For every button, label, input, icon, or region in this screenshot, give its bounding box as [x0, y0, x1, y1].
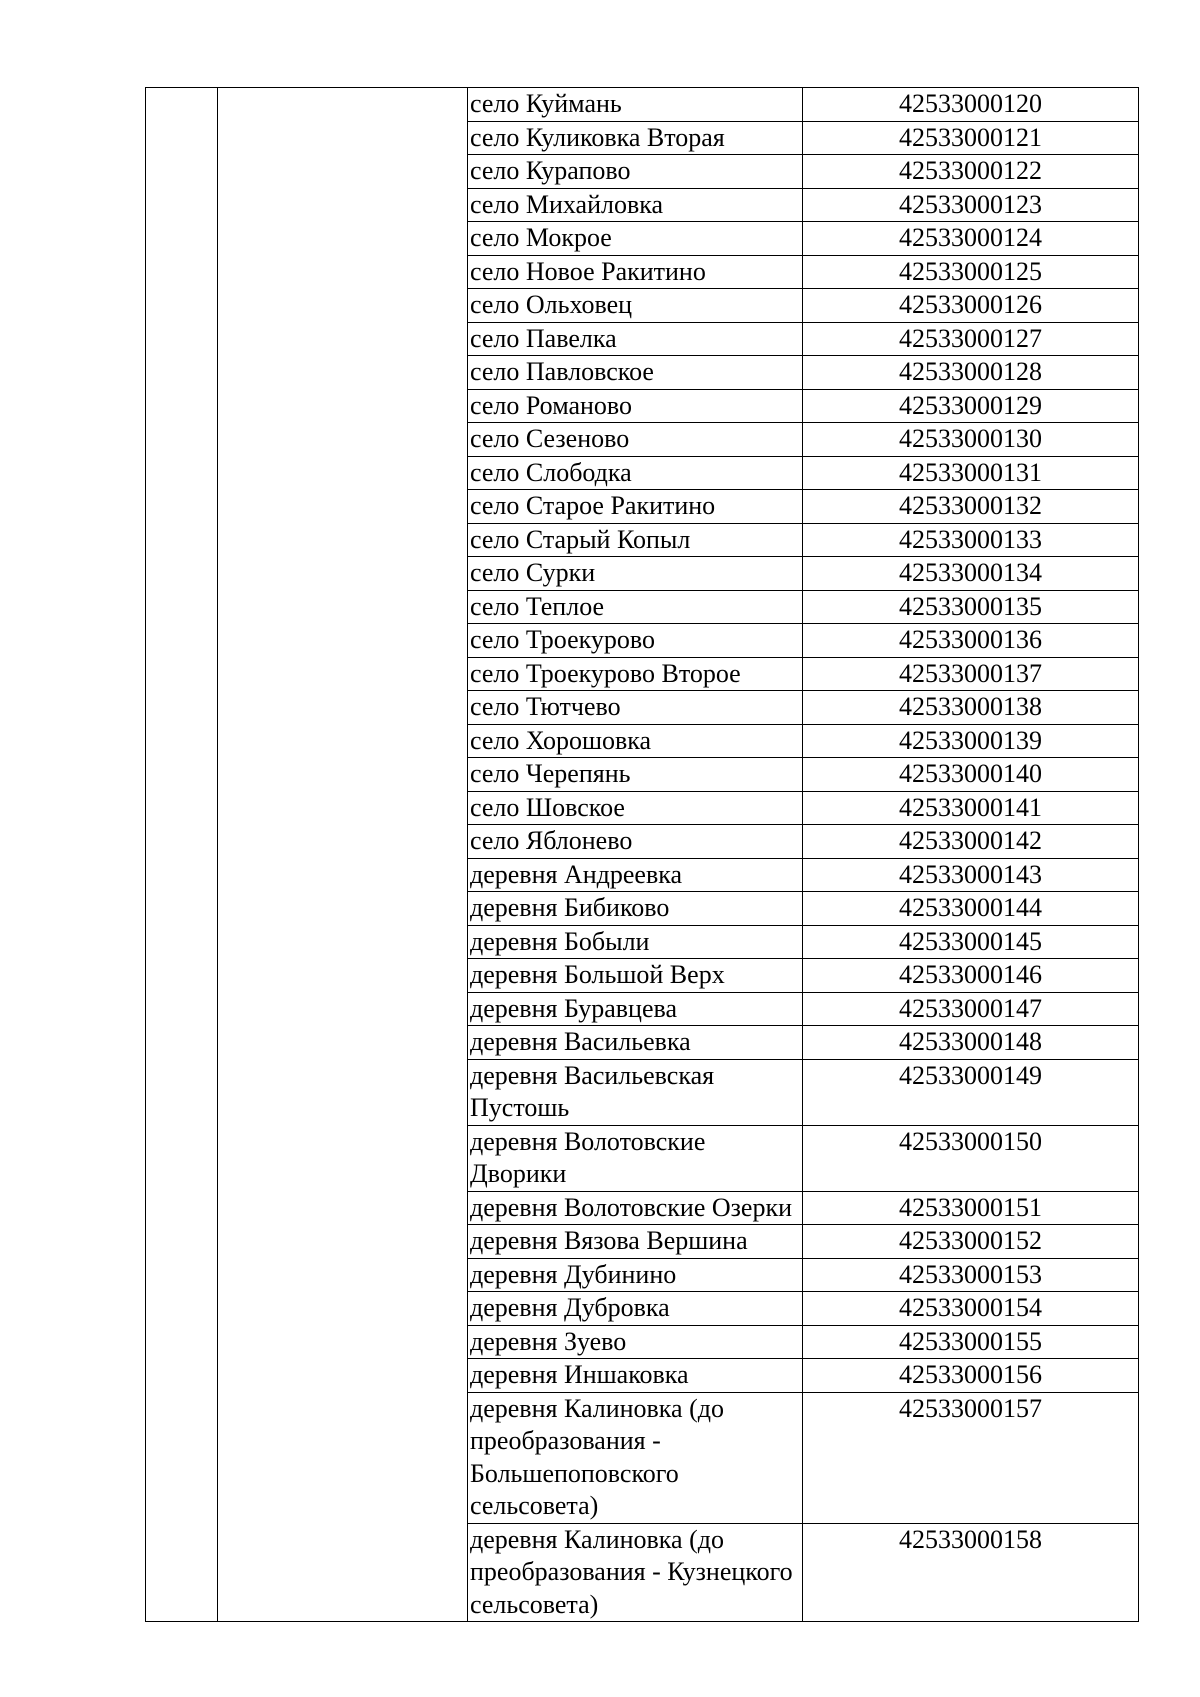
oktmo-code-cell: 42533000141	[803, 791, 1139, 825]
settlement-name-cell: село Шовское	[468, 791, 803, 825]
settlement-name-cell: село Мокрое	[468, 222, 803, 256]
oktmo-code-cell: 42533000138	[803, 691, 1139, 725]
settlement-name-cell: село Троекурово	[468, 624, 803, 658]
table-row	[146, 88, 1139, 122]
settlement-name-cell: деревня Калиновка (до преобразования - Кузнецкого сельсовета)	[468, 1523, 803, 1622]
table-body	[146, 88, 1139, 1622]
oktmo-code-cell: 42533000156	[803, 1359, 1139, 1393]
oktmo-code-cell: 42533000142	[803, 825, 1139, 859]
oktmo-code-cell: 42533000128	[803, 356, 1139, 390]
settlement-name-cell: село Куймань	[468, 88, 803, 122]
settlement-name-cell: деревня Бобыли	[468, 925, 803, 959]
settlement-name-cell: село Хорошовка	[468, 724, 803, 758]
oktmo-code-cell: 42533000143	[803, 858, 1139, 892]
oktmo-code-cell: 42533000150	[803, 1125, 1139, 1191]
settlement-name-cell: село Михайловка	[468, 188, 803, 222]
oktmo-code-cell: 42533000123	[803, 188, 1139, 222]
oktmo-code-cell: 42533000130	[803, 423, 1139, 457]
oktmo-code-cell: 42533000157	[803, 1392, 1139, 1523]
empty-cell-municipality	[218, 88, 468, 1622]
settlement-code-table	[145, 87, 1139, 1622]
settlement-name-cell: деревня Буравцева	[468, 992, 803, 1026]
settlement-name-cell: село Слободка	[468, 456, 803, 490]
oktmo-code-cell: 42533000132	[803, 490, 1139, 524]
empty-cell-number	[146, 88, 218, 1622]
settlement-name-cell: деревня Волотовские Дворики	[468, 1125, 803, 1191]
oktmo-code-cell: 42533000136	[803, 624, 1139, 658]
settlement-name-cell: село Старое Ракитино	[468, 490, 803, 524]
settlement-name-cell: село Троекурово Второе	[468, 657, 803, 691]
oktmo-code-cell: 42533000134	[803, 557, 1139, 591]
settlement-name-cell: село Яблонево	[468, 825, 803, 859]
settlement-name-cell: село Курапово	[468, 155, 803, 189]
oktmo-code-cell: 42533000155	[803, 1325, 1139, 1359]
settlement-name-cell: деревня Вязова Вершина	[468, 1225, 803, 1259]
settlement-name-cell: село Павловское	[468, 356, 803, 390]
oktmo-code-cell: 42533000140	[803, 758, 1139, 792]
oktmo-code-cell: 42533000152	[803, 1225, 1139, 1259]
oktmo-code-cell: 42533000135	[803, 590, 1139, 624]
oktmo-code-cell: 42533000129	[803, 389, 1139, 423]
oktmo-code-cell: 42533000121	[803, 121, 1139, 155]
oktmo-code-cell: 42533000131	[803, 456, 1139, 490]
oktmo-code-cell: 42533000137	[803, 657, 1139, 691]
settlement-name-cell: село Сезеново	[468, 423, 803, 457]
oktmo-code-cell: 42533000133	[803, 523, 1139, 557]
settlement-name-cell: деревня Васильевская Пустошь	[468, 1059, 803, 1125]
settlement-name-cell: деревня Иншаковка	[468, 1359, 803, 1393]
oktmo-code-cell: 42533000144	[803, 892, 1139, 926]
settlement-name-cell: деревня Андреевка	[468, 858, 803, 892]
settlement-name-cell: село Старый Копыл	[468, 523, 803, 557]
oktmo-code-cell: 42533000147	[803, 992, 1139, 1026]
settlement-name-cell: село Сурки	[468, 557, 803, 591]
settlement-name-cell: село Романово	[468, 389, 803, 423]
settlement-name-cell: деревня Калиновка (до преобразования - Большепоповского сельсовета)	[468, 1392, 803, 1523]
settlement-name-cell: деревня Зуево	[468, 1325, 803, 1359]
settlement-name-cell: деревня Дубровка	[468, 1292, 803, 1326]
oktmo-code-cell: 42533000151	[803, 1191, 1139, 1225]
oktmo-code-cell: 42533000127	[803, 322, 1139, 356]
oktmo-code-cell: 42533000125	[803, 255, 1139, 289]
settlement-name-cell: деревня Бибиково	[468, 892, 803, 926]
oktmo-code-cell: 42533000153	[803, 1258, 1139, 1292]
settlement-name-cell: деревня Волотовские Озерки	[468, 1191, 803, 1225]
settlement-name-cell: село Черепянь	[468, 758, 803, 792]
settlement-name-cell: село Куликовка Вторая	[468, 121, 803, 155]
settlement-name-cell: деревня Васильевка	[468, 1026, 803, 1060]
oktmo-code-cell: 42533000149	[803, 1059, 1139, 1125]
oktmo-code-cell: 42533000139	[803, 724, 1139, 758]
settlement-name-cell: село Новое Ракитино	[468, 255, 803, 289]
oktmo-code-cell: 42533000158	[803, 1523, 1139, 1622]
oktmo-code-cell: 42533000154	[803, 1292, 1139, 1326]
oktmo-code-cell: 42533000145	[803, 925, 1139, 959]
settlement-name-cell: село Ольховец	[468, 289, 803, 323]
settlement-name-cell: деревня Дубинино	[468, 1258, 803, 1292]
oktmo-code-cell: 42533000120	[803, 88, 1139, 122]
oktmo-code-cell: 42533000146	[803, 959, 1139, 993]
oktmo-code-cell: 42533000124	[803, 222, 1139, 256]
settlement-name-cell: село Теплое	[468, 590, 803, 624]
oktmo-code-cell: 42533000122	[803, 155, 1139, 189]
settlement-name-cell: деревня Большой Верх	[468, 959, 803, 993]
settlement-name-cell: село Павелка	[468, 322, 803, 356]
oktmo-code-cell: 42533000126	[803, 289, 1139, 323]
oktmo-code-cell: 42533000148	[803, 1026, 1139, 1060]
settlement-name-cell: село Тютчево	[468, 691, 803, 725]
